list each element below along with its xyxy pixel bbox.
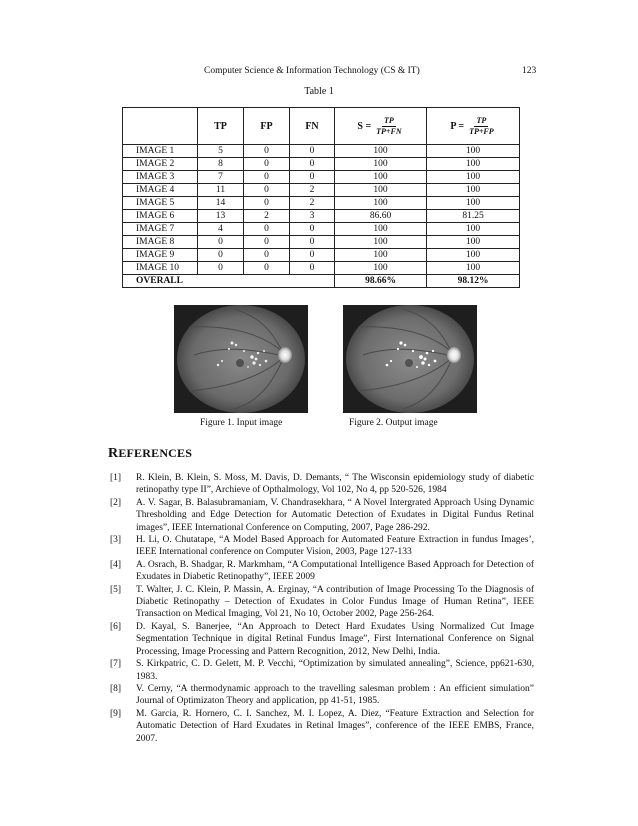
cell-fn: 2: [290, 197, 335, 210]
reference-number: [6]: [110, 621, 122, 632]
table-row: [123, 262, 520, 275]
table-row: [123, 236, 520, 249]
table-header-row: [123, 108, 520, 145]
reference-text: M. Garcia, R. Hornero, C. I. Sanchez, M. I. Lopez, A. Diez, “Feature Extraction and Selection for Automatic Detection of Hard Exudates in Retinal Images”, conference of the IEEE EMBS, France, 2007.: [136, 708, 534, 744]
reference-number: [4]: [110, 559, 122, 570]
table-row: [123, 223, 520, 236]
reference-item: [110, 472, 534, 497]
references-heading: [108, 446, 192, 462]
reference-number: [3]: [110, 535, 122, 546]
reference-text: D. Kayal, S. Banerjee, “An Approach to Detect Hard Exudates Using Normalized Cut Image Segmentation Technique in digital Retinal Fundus Image”, First International Conference on Signal Processing, Image Processing and Pattern Recognition, 2012, New Delhi, India.: [136, 621, 534, 657]
header-fn: FN: [290, 108, 335, 145]
table-body: [123, 145, 520, 275]
cell-fn: 0: [290, 236, 335, 249]
figure-2-caption: Figure 2. Output image: [349, 418, 438, 428]
cell-precision: 100: [427, 236, 520, 249]
cell-tp: 0: [198, 262, 244, 275]
reference-text: S. Kirkpatric, C. D. Gelett, M. P. Vecchi, “Optimization by simulated annealing”, Science, pp621-630, 1983.: [136, 659, 534, 682]
reference-item: [110, 683, 534, 708]
cell-fn: 0: [290, 223, 335, 236]
cell-fp: 2: [244, 210, 290, 223]
cell-tp: 13: [198, 210, 244, 223]
reference-item: [110, 584, 534, 621]
reference-number: [5]: [110, 584, 122, 595]
table-caption: Table 1: [304, 86, 334, 97]
reference-item: [110, 534, 534, 559]
header-precision: [427, 108, 520, 145]
row-label: IMAGE 1: [123, 145, 198, 158]
cell-sensitivity: 100: [335, 171, 427, 184]
reference-text: A. V. Sagar, B. Balasubramaniam, V. Chandrasekhara, “ A Novel Intergrated Approach Using Dynamic Thresholding and Edge Detection for Automatic Detection of Exudates in Digital Fundus Retinal images”, IEEE International Conference on Computing, 2007, Page 286-292.: [136, 497, 534, 533]
header-tp: TP: [198, 108, 244, 145]
cell-sensitivity: 100: [335, 158, 427, 171]
fundus-input-image: [174, 305, 308, 413]
cell-fn: 3: [290, 210, 335, 223]
row-label: IMAGE 7: [123, 223, 198, 236]
table-row: [123, 145, 520, 158]
header-fp: FP: [244, 108, 290, 145]
cell-fp: 0: [244, 145, 290, 158]
fundus-output-image: [343, 305, 477, 413]
reference-number: [7]: [110, 659, 122, 670]
precision-symbol: P =: [450, 120, 465, 132]
cell-tp: 0: [198, 236, 244, 249]
cell-sensitivity: 100: [335, 249, 427, 262]
cell-sensitivity: 100: [335, 223, 427, 236]
cell-sensitivity: 100: [335, 145, 427, 158]
cell-precision: 100: [427, 145, 520, 158]
sensitivity-denominator: TP+FN: [376, 126, 402, 136]
references-list: [110, 472, 534, 745]
table-row: [123, 184, 520, 197]
cell-fp: 0: [244, 184, 290, 197]
sensitivity-symbol: S =: [357, 120, 372, 132]
cell-tp: 4: [198, 223, 244, 236]
cell-fp: 0: [244, 158, 290, 171]
header-empty: [123, 108, 198, 145]
cell-sensitivity: 100: [335, 236, 427, 249]
cell-precision: 100: [427, 197, 520, 210]
row-label: IMAGE 3: [123, 171, 198, 184]
reference-number: [2]: [110, 497, 122, 508]
results-table: [122, 107, 520, 288]
reference-number: [1]: [110, 473, 122, 483]
row-label: IMAGE 10: [123, 262, 198, 275]
cell-fp: 0: [244, 197, 290, 210]
cell-fp: 0: [244, 236, 290, 249]
cell-tp: 0: [198, 249, 244, 262]
figure-1-input-image: [174, 305, 308, 413]
cell-precision: 81.25: [427, 210, 520, 223]
cell-precision: 100: [427, 158, 520, 171]
overall-precision: 98.12%: [427, 275, 520, 288]
cell-fn: 0: [290, 145, 335, 158]
table-row: [123, 171, 520, 184]
references-heading-rest: EFERENCES: [118, 446, 193, 460]
precision-denominator: TP+FP: [469, 126, 494, 136]
overall-sensitivity: 98.66%: [335, 275, 427, 288]
cell-fp: 0: [244, 223, 290, 236]
row-label: IMAGE 2: [123, 158, 198, 171]
table-row: [123, 158, 520, 171]
cell-fn: 0: [290, 171, 335, 184]
cell-precision: 100: [427, 262, 520, 275]
cell-precision: 100: [427, 171, 520, 184]
overall-label: OVERALL: [123, 275, 335, 288]
cell-fp: 0: [244, 262, 290, 275]
cell-tp: 8: [198, 158, 244, 171]
figure-1-caption: Figure 1. Input image: [200, 418, 283, 428]
reference-item: [110, 621, 534, 658]
reference-text: V. Cerny, “A thermodynamic approach to the travelling salesman problem : An efficient simulation” Journal of Optimizaton Theory and application, pp 41-51, 1985.: [136, 683, 534, 707]
cell-tp: 11: [198, 184, 244, 197]
table-row: [123, 249, 520, 262]
row-label: IMAGE 8: [123, 236, 198, 249]
row-label: IMAGE 4: [123, 184, 198, 197]
reference-number: [8]: [110, 683, 122, 694]
reference-item: [110, 559, 534, 584]
cell-sensitivity: 100: [335, 184, 427, 197]
cell-tp: 14: [198, 197, 244, 210]
cell-fn: 0: [290, 262, 335, 275]
cell-fn: 0: [290, 158, 335, 171]
precision-numerator: TP: [476, 115, 487, 125]
cell-tp: 7: [198, 171, 244, 184]
cell-fn: 0: [290, 249, 335, 262]
cell-fn: 2: [290, 184, 335, 197]
figure-2-output-image: [343, 305, 477, 413]
table-row: [123, 197, 520, 210]
reference-item: [110, 658, 534, 683]
table-row: [123, 210, 520, 223]
reference-number: [9]: [110, 708, 122, 719]
header-sensitivity: [335, 108, 427, 145]
row-label: IMAGE 5: [123, 197, 198, 210]
cell-fp: 0: [244, 171, 290, 184]
reference-item: [110, 497, 534, 534]
row-label: IMAGE 6: [123, 210, 198, 223]
page-number: 123: [522, 66, 537, 76]
references-heading-initial: R: [108, 446, 119, 461]
reference-item: [110, 708, 534, 745]
reference-text: H. Li, O. Chutatape, “A Model Based Approach for Automated Feature Extraction in fundus Images’, IEEE International conference on Computer Vision, 2003, Page 127-133: [136, 535, 534, 558]
reference-text: R. Klein, B. Klein, S. Moss, M. Davis, D. Demants, “ The Wisconsin epidemiology study of diabetic retinopathy type II”, Archieve of Opthalmology, Vol 102, No 4, pp 520-526, 1984: [136, 473, 534, 496]
cell-fp: 0: [244, 249, 290, 262]
cell-sensitivity: 100: [335, 262, 427, 275]
cell-precision: 100: [427, 223, 520, 236]
row-label: IMAGE 9: [123, 249, 198, 262]
cell-sensitivity: 100: [335, 197, 427, 210]
reference-text: T. Walter, J. C. Klein, P. Massin, A. Erginay, “A contribution of Image Processing To the Diagnosis of Diabetic Retinopathy – Detection of Exudates in Color Fundus Image of Human Retina”, IEEE Transaction on Medical Imaging, Vol 21, No 10, October 2002, Page 256-264.: [136, 584, 534, 620]
sensitivity-numerator: TP: [383, 115, 394, 125]
reference-text: A. Osrach, B. Shadgar, R. Markmham, “A Computational Intelligence Based Approach for Detection of Exudates in Diabetic Retinopathy”, IEEE 2009: [136, 559, 534, 583]
cell-tp: 5: [198, 145, 244, 158]
table-overall-row: [123, 275, 520, 288]
journal-title: Computer Science & Information Technology (CS & IT): [204, 66, 420, 76]
cell-sensitivity: 86.60: [335, 210, 427, 223]
cell-precision: 100: [427, 184, 520, 197]
cell-precision: 100: [427, 249, 520, 262]
